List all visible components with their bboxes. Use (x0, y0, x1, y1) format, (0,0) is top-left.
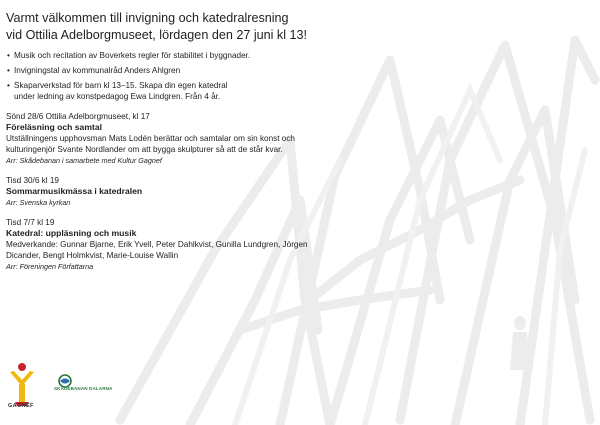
event-organizer: Arr: Svenska kyrkan (6, 198, 71, 207)
event-title: Katedral: uppläsning och musik (6, 228, 137, 238)
event-date: Sönd 28/6 Ottilia Adelborgmuseet, kl 17 (6, 112, 150, 121)
program-bullet-list (6, 50, 476, 102)
event-description: Medverkande: Gunnar Bjarne, Erik Yvell, Peter Dahlkvist, Gunilla Lundgren, Jörgen Dicander, Bengt Holmkvist, Marie-Louise Wallin (6, 240, 308, 260)
event-date: Tisd 30/6 kl 19 (6, 176, 59, 185)
event-title: Föreläsning och samtal (6, 122, 102, 132)
sponsor-logos (8, 356, 148, 416)
event-description: Utställningens upphovsman Mats Lodén berättar och samtalar om sin konst och kulturingenjör Svante Nordlander om att bygga skulpturer så att de står kvar. (6, 134, 295, 154)
headline-line-1: Varmt välkommen till invigning och katedralresning (6, 11, 289, 25)
skadebanan-logo-text: SKÅDEBANAN DALARNA (54, 386, 113, 391)
headline (6, 10, 476, 44)
list-item: • Musik och recitation av Boverkets regler för stabilitet i byggnader. (6, 50, 476, 61)
list-item: • Invigningstal av kommunalråd Anders Ahlgren (6, 65, 476, 76)
event-organizer: Arr: Föreningen Författarna (6, 262, 94, 271)
invitation-content (6, 10, 476, 272)
list-item: • Skaparverkstad för barn kl 13–15. Skapa din egen katedral under ledning av konstpedagog Ewa Lindgren. Från 4 år. (6, 80, 249, 102)
event-organizer: Arr: Skådebanan i samarbete med Kultur Gagnef (6, 156, 162, 165)
event-date: Tisd 7/7 kl 19 (6, 218, 55, 227)
headline-line-2: vid Ottilia Adelborgmuseet, lördagen den 27 juni kl 13! (6, 28, 308, 42)
gagnef-logo-text: GAGNEF (8, 403, 34, 409)
event-summer-mass (6, 175, 476, 208)
event-title: Sommarmusikmässa i katedralen (6, 186, 143, 196)
event-lecture (6, 111, 476, 166)
event-reading-music (6, 217, 476, 272)
skadebanan-logo-icon (54, 373, 114, 413)
